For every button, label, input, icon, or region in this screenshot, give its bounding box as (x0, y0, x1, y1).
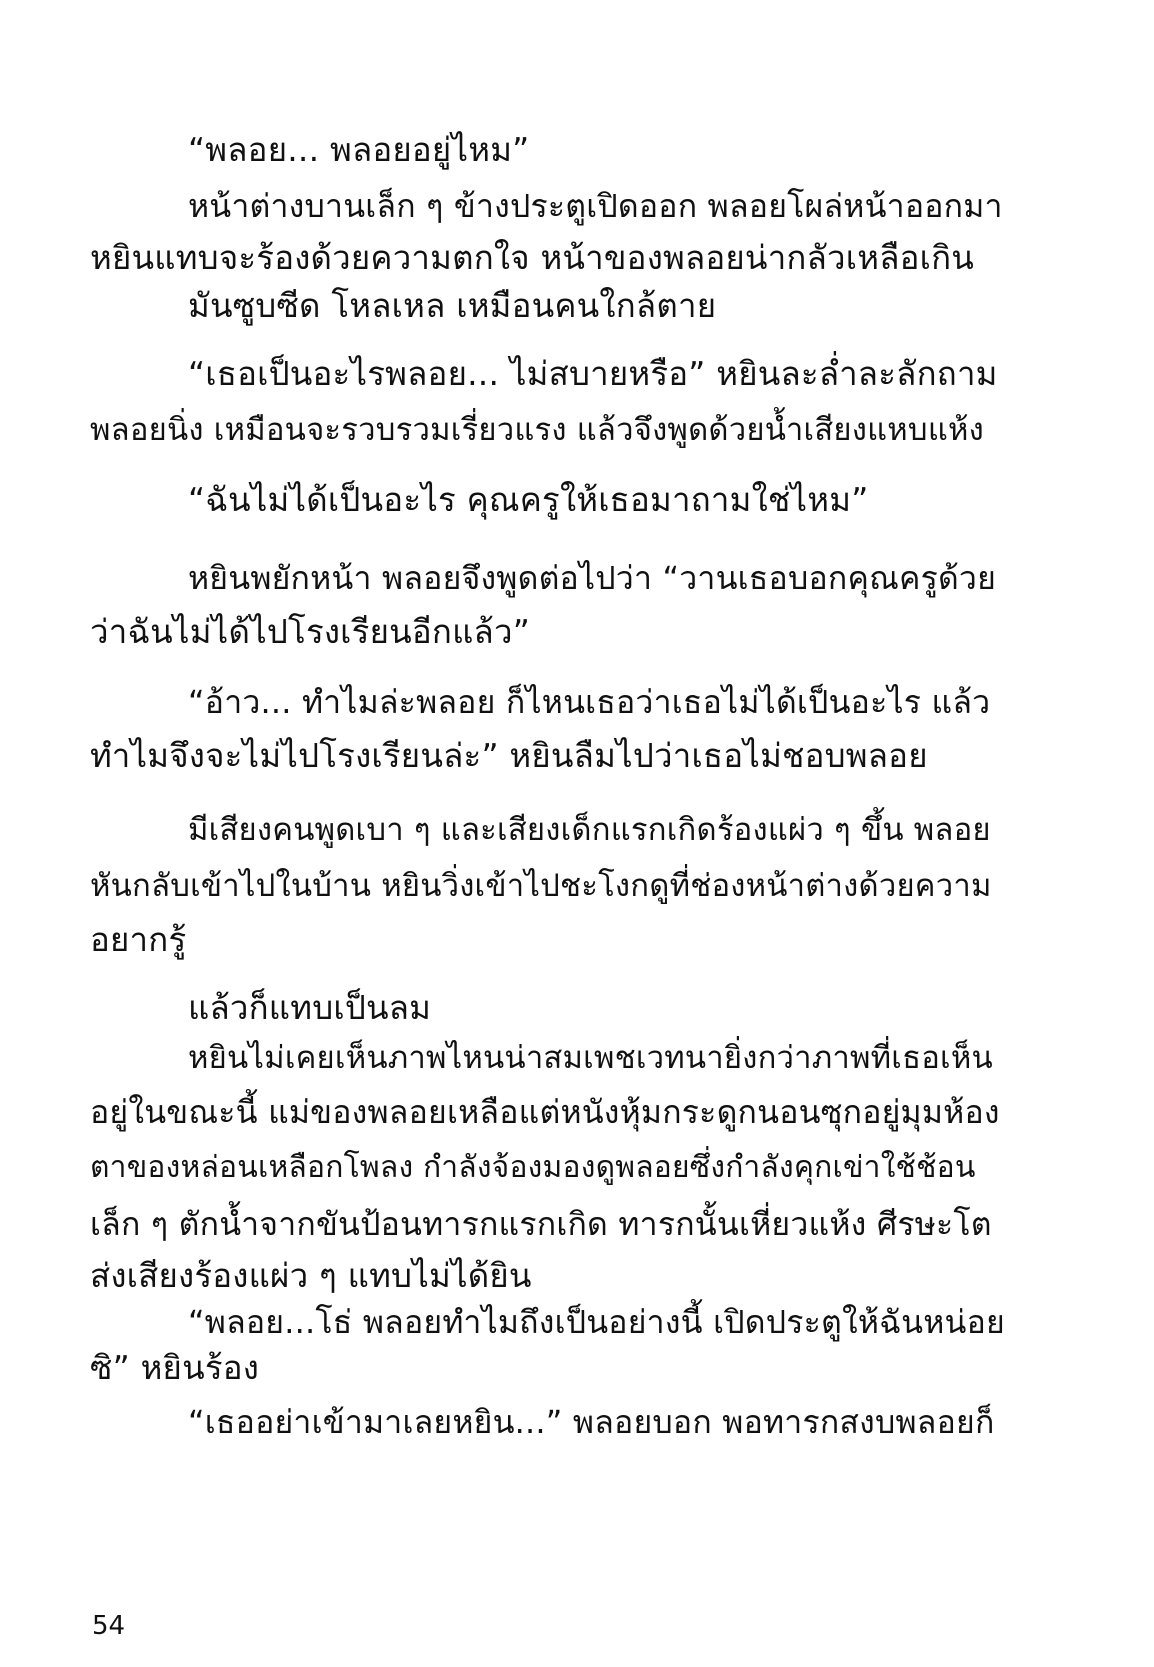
text-line: ทำไมจึงจะไม่ไปโรงเรียนล่ะ” หยินลืมไปว่าเธอไม่ชอบพลอย (90, 736, 928, 775)
text-line: ส่งเสียงร้องแผ่ว ๆ แทบไม่ได้ยิน (90, 1256, 532, 1295)
text-line: หยินพยักหน้า พลอยจึงพูดต่อไปว่า “วานเธอบอกคุณครูด้วย (188, 559, 997, 597)
text-line: หยินแทบจะร้องด้วยความตกใจ หน้าของพลอยน่ากลัวเหลือเกิน (90, 238, 975, 277)
text-line: ตาของหล่อนเหลือกโพลง กำลังจ้องมองดูพลอยซึ่งกำลังคุกเข่าใช้ช้อน (90, 1150, 976, 1185)
text-line: อยากรู้ (90, 920, 187, 959)
text-line: แล้วก็แทบเป็นลม (188, 988, 432, 1027)
text-line: อยู่ในขณะนี้ แม่ของพลอยเหลือแต่หนังหุ้มกระดูกนอนซุกอยู่มุมห้อง (90, 1093, 1000, 1131)
text-line: มันซูบซีด โหลเหล เหมือนคนใกล้ตาย (188, 286, 717, 325)
text-line: เล็ก ๆ ตักน้ำจากขันป้อนทารกแรกเกิด ทารกนั้นเหี่ยวแห้ง ศีรษะโต (90, 1205, 992, 1243)
text-line: “ฉันไม่ได้เป็นอะไร คุณครูให้เธอมาถามใช่ไหม” (188, 480, 869, 519)
text-line: “อ้าว... ทำไมล่ะพลอย ก็ไหนเธอว่าเธอไม่ได้เป็นอะไร แล้ว (188, 683, 991, 721)
text-line: พลอยนิ่ง เหมือนจะรวบรวมเรี่ยวแรง แล้วจึงพูดด้วยน้ำเสียงแหบแห้ง (90, 412, 984, 448)
text-line: “เธออย่าเข้ามาเลยหยิน...” พลอยบอก พอทารกสงบพลอยก็ (188, 1403, 995, 1441)
text-line: ว่าฉันไม่ได้ไปโรงเรียนอีกแล้ว” (90, 612, 530, 651)
page-number: 54 (92, 1611, 126, 1641)
text-line: มีเสียงคนพูดเบา ๆ และเสียงเด็กแรกเกิดร้องแผ่ว ๆ ขึ้น พลอย (188, 812, 991, 848)
text-line: “เธอเป็นอะไรพลอย... ไม่สบายหรือ” หยินละล่ำละลักถาม (188, 354, 998, 393)
text-line: หน้าต่างบานเล็ก ๆ ข้างประตูเปิดออก พลอยโผล่หน้าออกมา (188, 187, 1003, 225)
text-line: “พลอย... พลอยอยู่ไหม” (188, 130, 530, 169)
text-line: หยินไม่เคยเห็นภาพไหนน่าสมเพชเวทนายิ่งกว่าภาพที่เธอเห็น (188, 1040, 993, 1076)
text-line: ซิ” หยินร้อง (90, 1348, 260, 1387)
text-line: “พลอย...โธ่ พลอยทำไมถึงเป็นอย่างนี้ เปิดประตูให้ฉันหน่อย (188, 1303, 1005, 1341)
text-line: หันกลับเข้าไปในบ้าน หยินวิ่งเข้าไปชะโงกดูที่ช่องหน้าต่างด้วยความ (90, 868, 992, 904)
